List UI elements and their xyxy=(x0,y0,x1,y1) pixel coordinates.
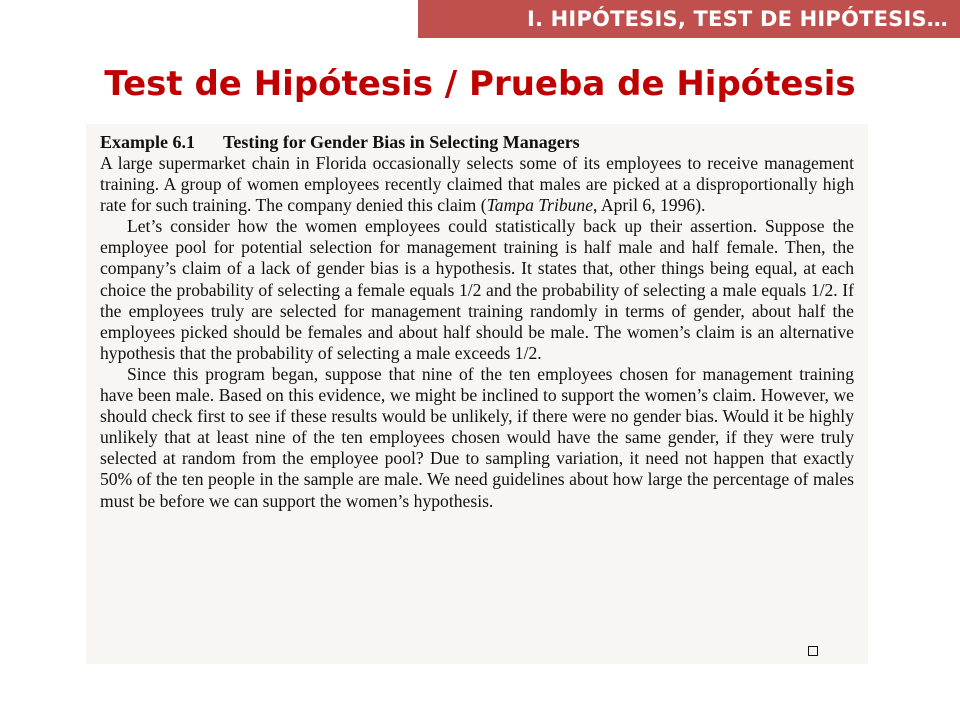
paragraph-1: A large supermarket chain in Florida occasionally selects some of its employees to receive management training. A group of women employees recently claimed that males are picked at a disproportionally high rate for such training. The company denied this claim (Tampa Tribune, April 6, 1996). xyxy=(100,153,854,216)
newspaper-name: Tampa Tribune xyxy=(486,195,594,216)
paragraph-3: Since this program began, suppose that nine of the ten employees chosen for management training have been male. Based on this evidence, we might be inclined to support the women’s claim. However, we should check first to see if these results would be unlikely, if there were no gender bias. Would it be highly unlikely that at least nine of the ten employees chosen would have the same gender, if they were truly selected at random from the employee pool? Due to sampling variation, it need not happen that exactly 50% of the ten people in the sample are male. We need guidelines about how large the percentage of males must be before we can support the women’s hypothesis. xyxy=(100,363,854,511)
example-title: Testing for Gender Bias in Selecting Managers xyxy=(223,132,580,152)
example-label: Example 6.1 xyxy=(100,132,196,152)
paragraph-2: Let’s consider how the women employees could statistically back up their assertion. Suppose the employee pool for potential selection for management training is half male and half female. Then, the company’s claim of a lack of gender bias is a hypothesis. It states that, other things being equal, at each choice the probability of selecting a female equals 1/2 and the probability of selecting a male equals 1/2. If the employees truly are selected for management training randomly in terms of gender, about half the employees picked should be females and about half should be male. The women’s claim is an alternative hypothesis that the probability of selecting a male exceeds 1/2. xyxy=(100,216,854,363)
scanned-textbook-excerpt xyxy=(86,124,868,664)
slide-title: Test de Hipótesis / Prueba de Hipótesis xyxy=(104,64,856,104)
section-banner-text: I. HIPÓTESIS, TEST DE HIPÓTESIS… xyxy=(526,7,948,31)
section-banner xyxy=(418,0,960,38)
example-body xyxy=(100,153,854,512)
end-of-example-square-icon xyxy=(808,646,818,656)
example-heading xyxy=(100,132,854,152)
